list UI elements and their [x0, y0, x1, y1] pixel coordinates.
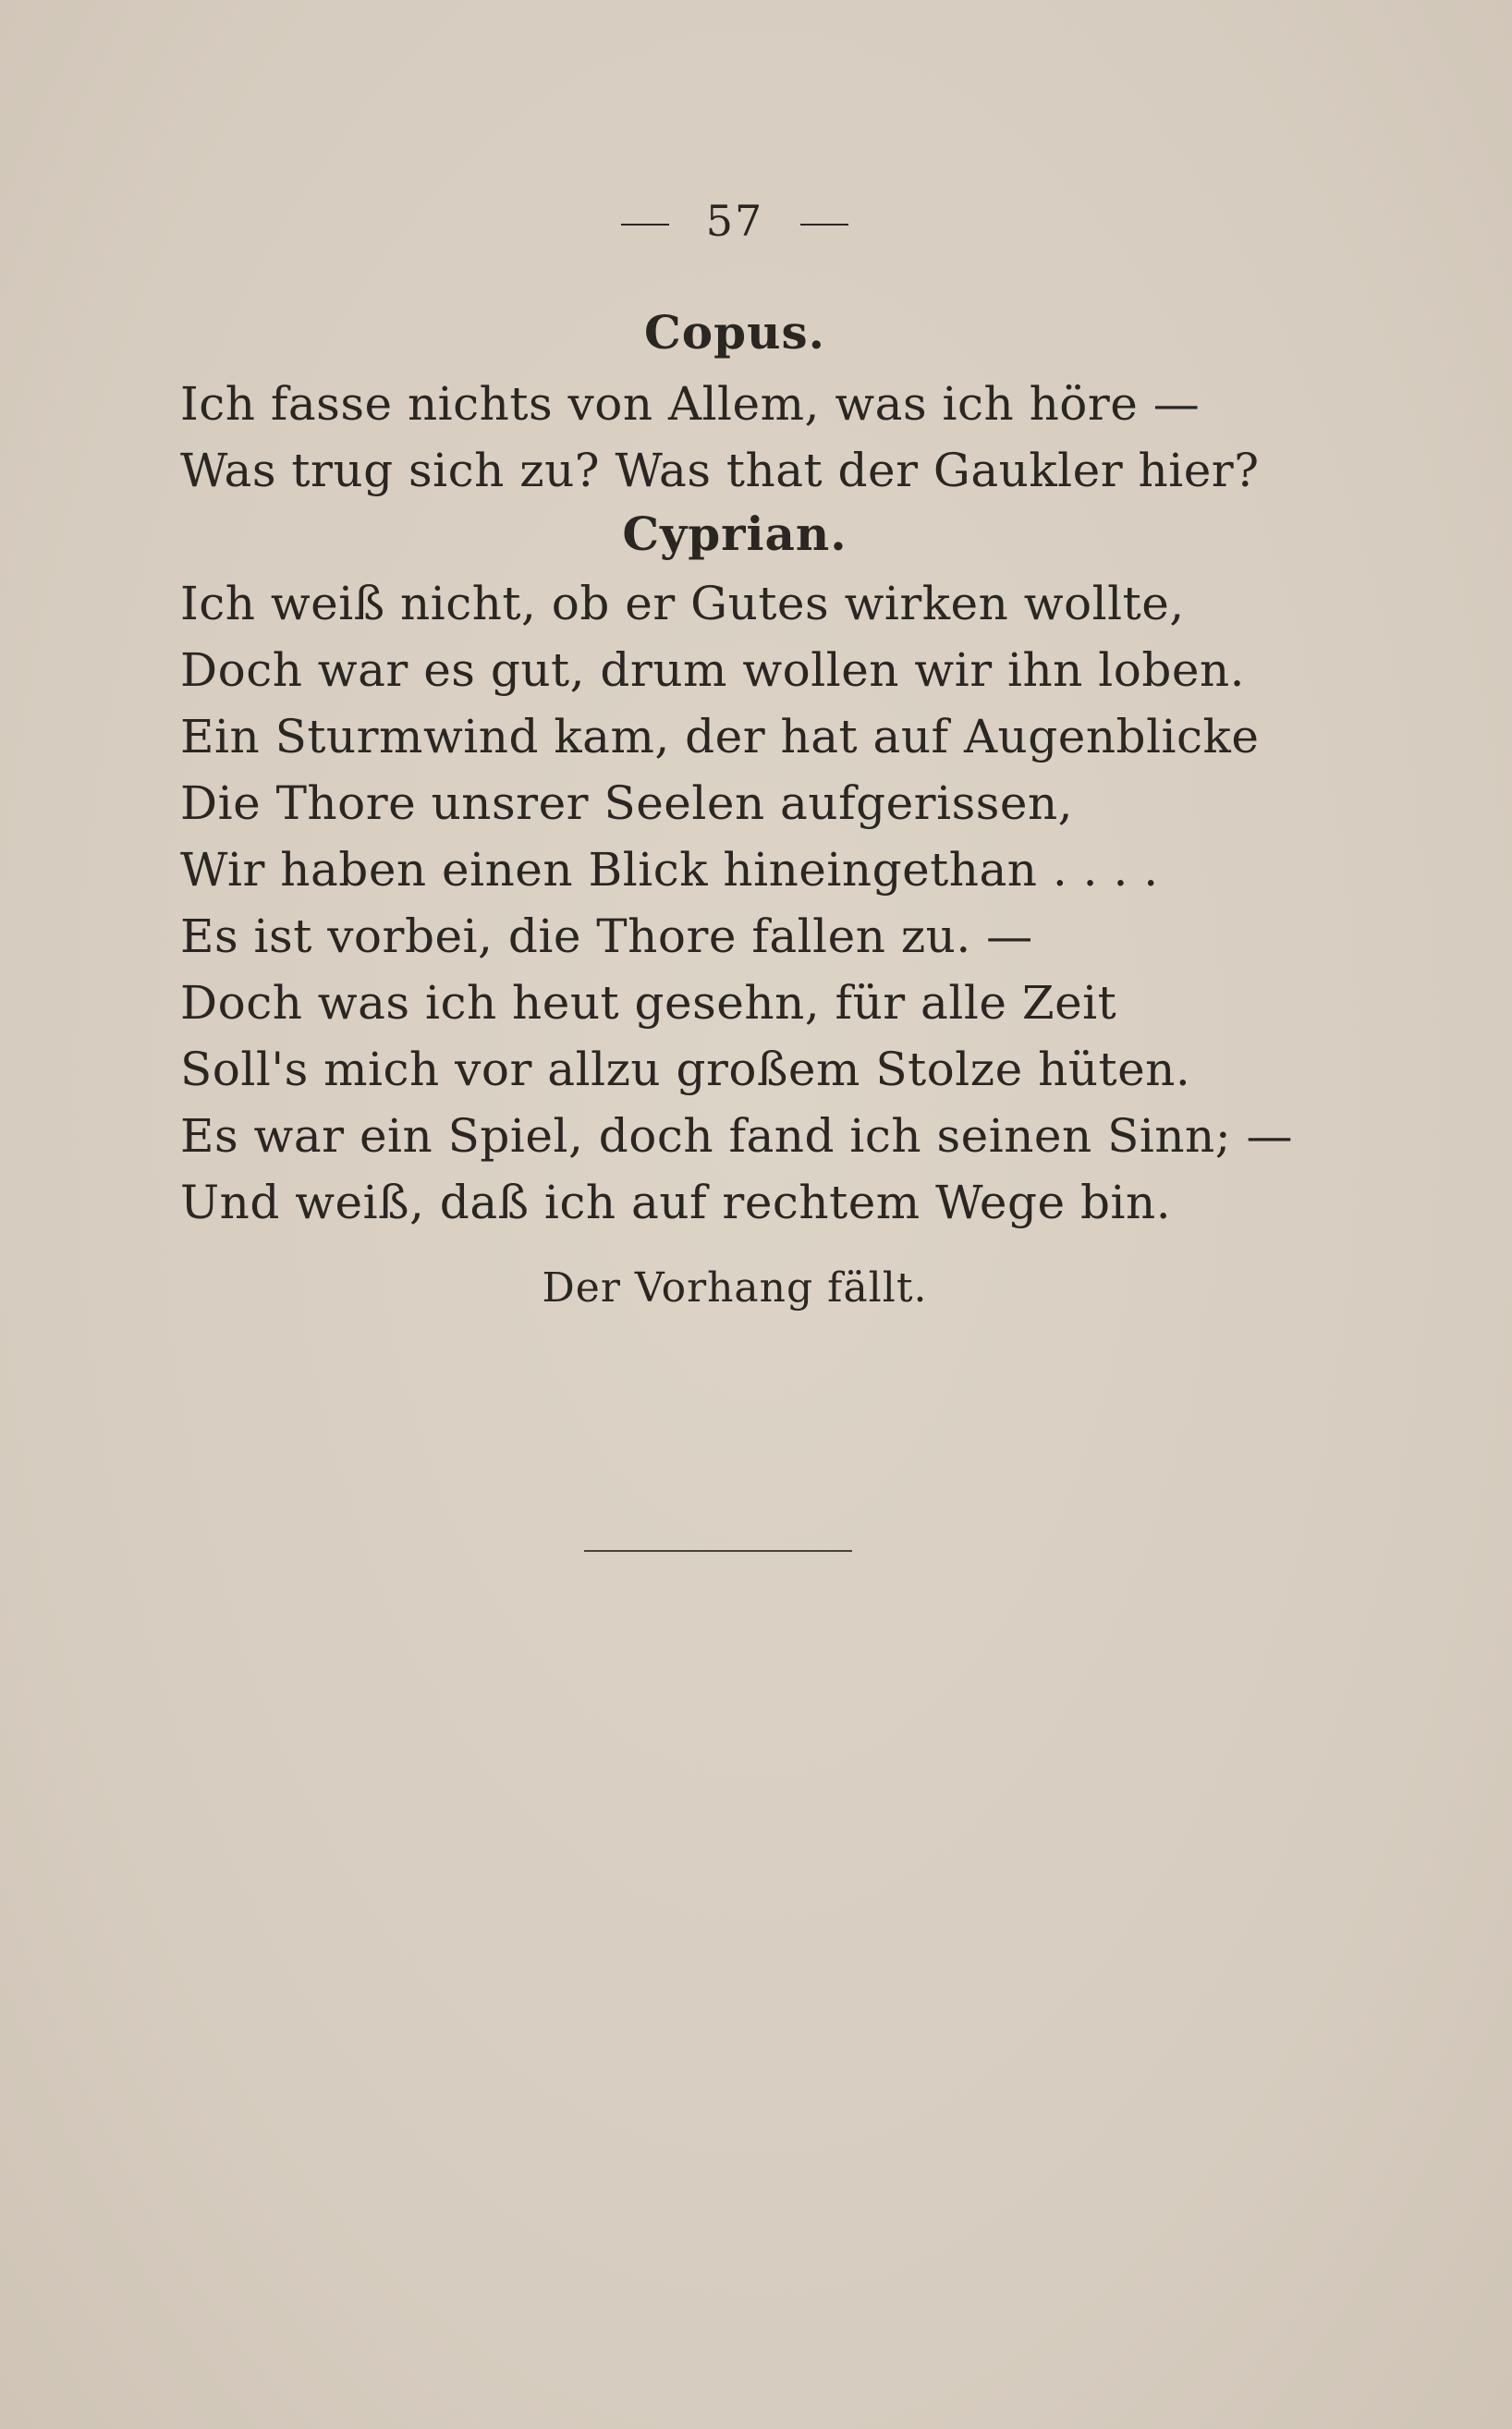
speaker-copus: Copus.: [643, 305, 825, 360]
verse-line: Wir haben einen Blick hineingethan . . . .: [180, 843, 1159, 897]
page-number: [0, 196, 1469, 246]
verse-line: Doch war es gut, drum wollen wir ihn loben.: [180, 643, 1246, 697]
verse-line: Ich weiß nicht, ob er Gutes wirken wollte,: [180, 577, 1185, 630]
verse-line: Ein Sturmwind kam, der hat auf Augenblicke: [180, 710, 1260, 763]
end-rule: [584, 1550, 852, 1552]
verse-line: Und weiß, daß ich auf rechtem Wege bin.: [180, 1176, 1172, 1229]
verse-line: Was trug sich zu? Was that der Gaukler hier?: [180, 444, 1260, 497]
page-number-value: 57: [705, 196, 764, 246]
page-number-dash-right: [800, 224, 848, 226]
verse-line: Soll's mich vor allzu großem Stolze hüten.: [180, 1043, 1191, 1096]
stage-direction: Der Vorhang fällt.: [542, 1264, 928, 1312]
speaker-cyprian: Cyprian.: [622, 507, 847, 561]
verse-line: Ich fasse nichts von Allem, was ich höre —: [180, 377, 1201, 431]
verse-line: Doch was ich heut gesehn, für alle Zeit: [180, 976, 1117, 1030]
page-number-dash-left: [621, 224, 669, 226]
verse-line: Es war ein Spiel, doch fand ich seinen Sinn; —: [180, 1109, 1293, 1163]
verse-line: Es ist vorbei, die Thore fallen zu. —: [180, 909, 1033, 963]
verse-line: Die Thore unsrer Seelen aufgerissen,: [180, 776, 1074, 830]
